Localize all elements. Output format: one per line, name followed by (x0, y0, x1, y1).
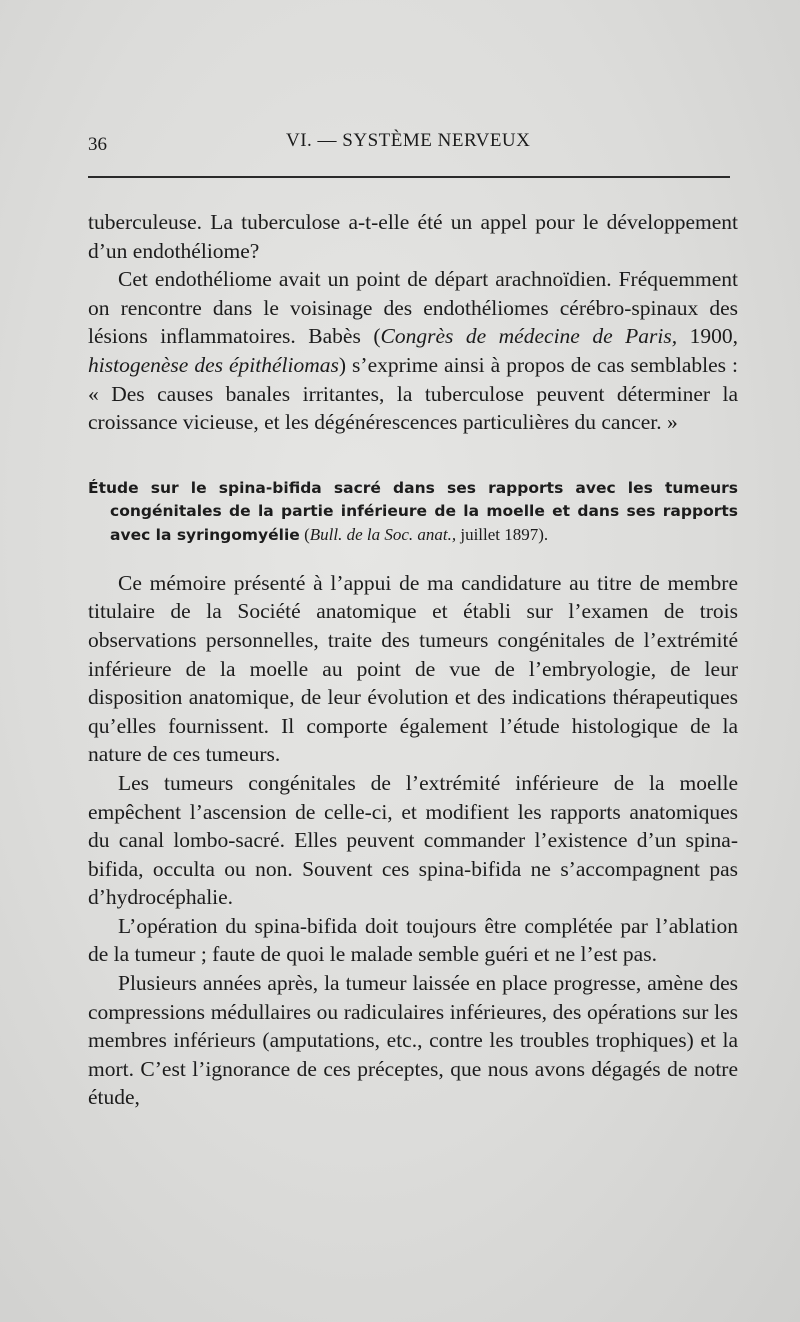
page-body (88, 208, 738, 1112)
section-title (88, 477, 738, 547)
citation-italic: Congrès de médecine de Paris, (380, 324, 678, 349)
header-rule (88, 176, 730, 178)
running-title: VI. — SYSTÈME NERVEUX (286, 130, 531, 151)
paragraph-tumeurs: Les tumeurs congénitales de l’extrémité inférieure de la moelle empêchent l’ascension de celle-ci, et modifient les rapports anatomiques du canal lombo-sacré. Elles peuvent commander l’existence d’un spina-bifida, occulta ou non. Souvent ces spina-bifida ne s’accompagnent pas d’hydrocéphalie. (88, 770, 738, 910)
paragraph-text: 1900, (677, 324, 738, 349)
reference-open: ( (299, 524, 310, 544)
section-reference (300, 525, 548, 544)
paragraph-continuation: tuberculeuse. La tuberculose a-t-elle été un appel pour le développement d’un endothéliome? (88, 210, 738, 263)
paragraph-plusieurs: Plusieurs années après, la tumeur laissée en place progresse, amène des compressions médullaires ou radiculaires inférieures, des opérations sur les membres inférieurs (amputations, etc., contre les troubles trophiques) et la mort. C’est l’ignorance de ces préceptes, que nous avons dégagés de notre étude, (88, 971, 738, 1110)
paragraph-endothelioma (88, 265, 738, 437)
page-number: 36 (88, 134, 107, 155)
citation-italic: histogenèse des épithéliomas (88, 352, 339, 377)
page-header (88, 130, 730, 160)
reference-date: juillet 1897). (456, 524, 549, 544)
section-title-text: Étude sur le spina-bifida sacré dans ses rapports avec les tumeurs congénitales de la partie inférieure de la moelle et dans ses rapports avec la syringomyélie (88, 478, 738, 544)
paragraph-operation: L’opération du spina-bifida doit toujours être complétée par l’ablation de la tumeur ; faute de quoi le malade semble guéri et ne l’est pas. (88, 913, 738, 967)
paragraph-memoire: Ce mémoire présenté à l’appui de ma candidature au titre de membre titulaire de la Société anatomique et établi sur l’examen de trois observations personnelles, traite des tumeurs congénitales de l’extrémité inférieure de la moelle au point de vue de l’embryologie, de leur disposition anatomique, de leur évolution et des indications thérapeutiques qu’elles fournissent. Il comporte également l’étude histologique de la nature de ces tumeurs. (88, 570, 738, 767)
reference-journal: Bull. de la Soc. anat., (309, 524, 457, 544)
paragraph-text: ) s’exprime ainsi à propos de cas semblables : « Des causes banales irritantes, la tuberculose peuvent déterminer la croissance vicieuse, et les dégénérescences particulières du cancer. » (88, 352, 739, 435)
paragraph-text: Cet endothéliome avait un point de départ arachnoïdien. Fréquemment on rencontre dans le voisinage des endothéliomes cérébro-spinaux des lésions inflammatoires. Babès ( (88, 267, 738, 349)
